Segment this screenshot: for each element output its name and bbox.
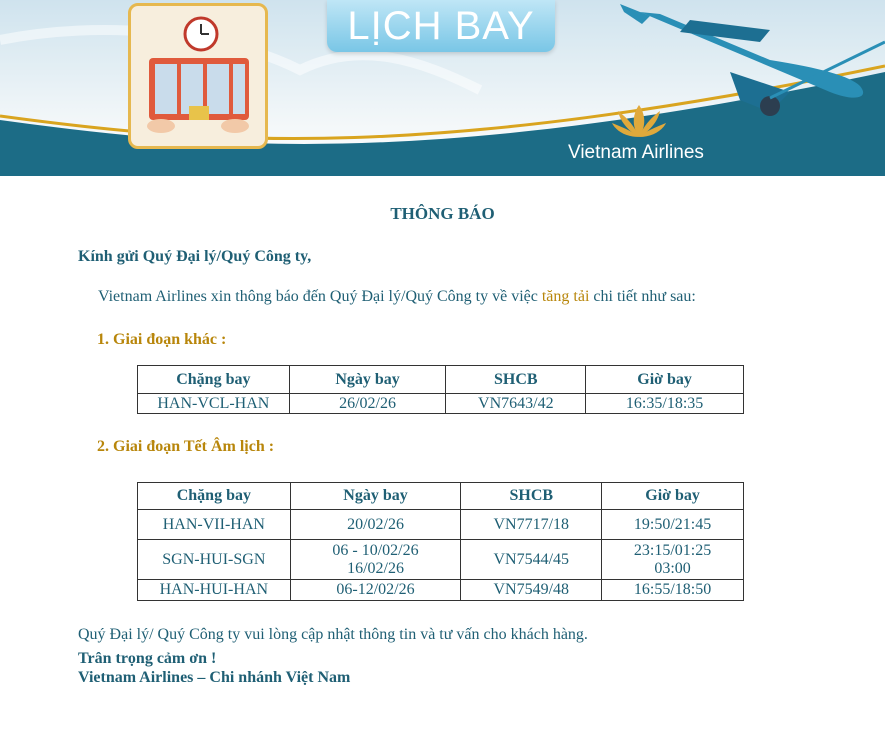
route-cell: HAN-VCL-HAN bbox=[138, 394, 290, 414]
intro-highlight: tăng tải bbox=[541, 288, 590, 305]
closing-request: Quý Đại lý/ Quý Công ty vui lòng cập nhật thông tin và tư vấn cho khách hàng. bbox=[78, 626, 588, 643]
table-header-row bbox=[138, 483, 744, 510]
intro-paragraph bbox=[98, 288, 696, 306]
notice-title: THÔNG BÁO bbox=[390, 204, 495, 223]
table-row bbox=[138, 580, 744, 601]
date-cell: 06-12/02/26 bbox=[290, 580, 461, 601]
intro-text-after: chi tiết như sau: bbox=[589, 288, 696, 305]
route-cell: HAN-VII-HAN bbox=[138, 510, 291, 540]
header-flight-no: SHCB bbox=[446, 366, 586, 394]
route-cell: SGN-HUI-SGN bbox=[138, 540, 291, 580]
route-cell: HAN-HUI-HAN bbox=[138, 580, 291, 601]
closing-thanks: Trân trọng cảm ơn ! bbox=[78, 650, 217, 667]
table-row bbox=[138, 394, 744, 414]
schedule-board-illustration bbox=[128, 3, 268, 149]
header-flight-no: SHCB bbox=[461, 483, 602, 510]
table-row bbox=[138, 540, 744, 580]
intro-text-before: Vietnam Airlines xin thông báo đến Quý Đại lý/Quý Công ty về việc bbox=[98, 288, 542, 305]
table-row bbox=[138, 510, 744, 540]
section1-table bbox=[137, 365, 744, 414]
header-route: Chặng bay bbox=[138, 483, 291, 510]
header-date: Ngày bay bbox=[289, 366, 446, 394]
vietnam-airlines-lotus-logo bbox=[612, 103, 666, 139]
closing-signature: Vietnam Airlines – Chi nhánh Việt Nam bbox=[78, 669, 351, 686]
header-banner bbox=[0, 0, 885, 176]
time-cell: 19:50/21:45 bbox=[602, 510, 744, 540]
date-cell: 06 - 10/02/26 16/02/26 bbox=[290, 540, 461, 580]
header-date: Ngày bay bbox=[290, 483, 461, 510]
time-cell: 23:15/01:25 03:00 bbox=[602, 540, 744, 580]
brand-name: Vietnam Airlines bbox=[568, 142, 704, 163]
time-cell: 16:55/18:50 bbox=[602, 580, 744, 601]
header-route: Chặng bay bbox=[138, 366, 290, 394]
table-header-row bbox=[138, 366, 744, 394]
time-cell: 16:35/18:35 bbox=[586, 394, 744, 414]
date-cell: 20/02/26 bbox=[290, 510, 461, 540]
date-cell: 26/02/26 bbox=[289, 394, 446, 414]
greeting: Kính gửi Quý Đại lý/Quý Công ty, bbox=[78, 248, 312, 265]
header-time: Giờ bay bbox=[586, 366, 744, 394]
header-time: Giờ bay bbox=[602, 483, 744, 510]
section2-title: 2. Giai đoạn Tết Âm lịch : bbox=[97, 438, 275, 455]
section1-title: 1. Giai đoạn khác : bbox=[97, 331, 227, 348]
section2-table bbox=[137, 482, 744, 601]
flight-no-cell: VN7643/42 bbox=[446, 394, 586, 414]
flight-no-cell: VN7717/18 bbox=[461, 510, 602, 540]
banner-title: LỊCH BAY bbox=[327, 0, 555, 52]
flight-no-cell: VN7544/45 bbox=[461, 540, 602, 580]
flight-no-cell: VN7549/48 bbox=[461, 580, 602, 601]
